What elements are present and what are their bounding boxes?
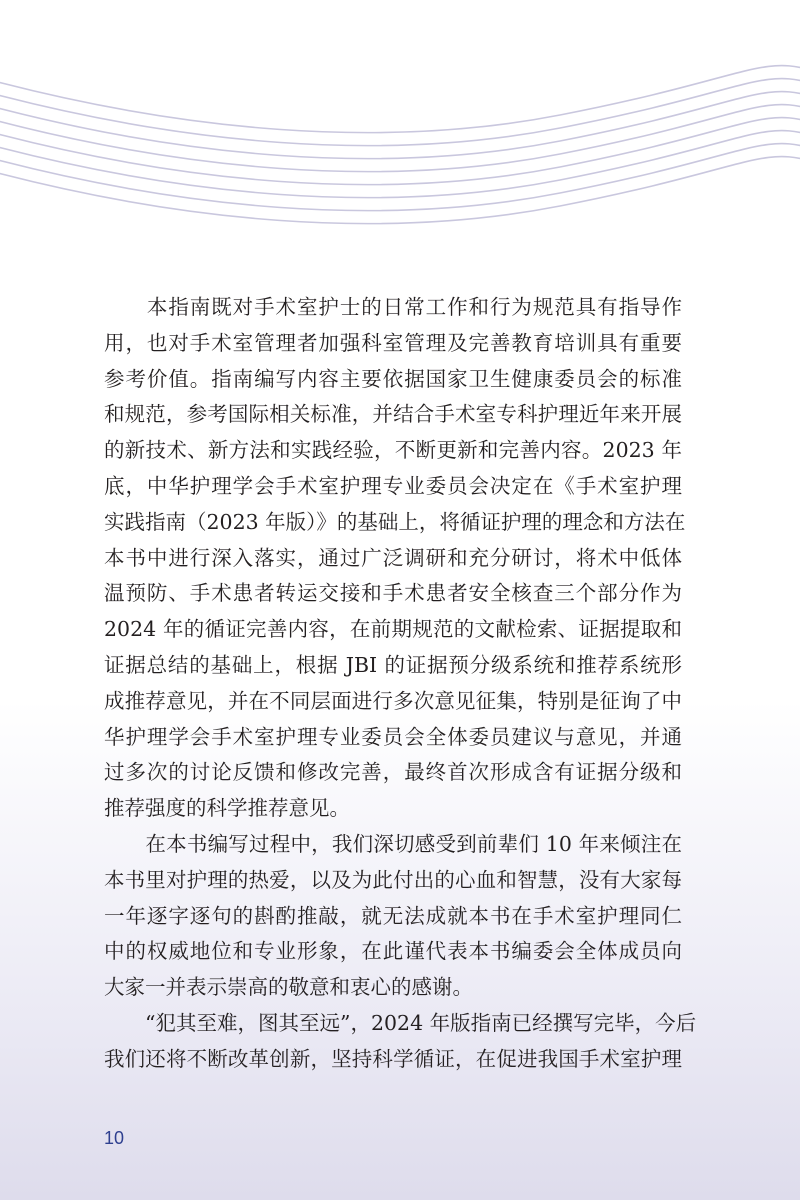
text-line: 底，中华护理学会手术室护理专业委员会决定在《手术室护理 <box>104 473 682 498</box>
text-line: 和规范，参考国际相关标准，并结合手术室专科护理近年来开展 <box>104 402 682 427</box>
text-line: 成推荐意见，并在不同层面进行多次意见征集，特别是征询了中 <box>104 688 682 713</box>
text-line: “犯其至难，图其至远”，2024 年版指南已经撰写完毕，今后 <box>104 1010 697 1035</box>
text-line: 本书里对护理的热爱，以及为此付出的心血和智慧，没有大家每 <box>104 867 682 892</box>
text-line: 用，也对手术室管理者加强科室管理及完善教育培训具有重要 <box>104 330 682 355</box>
text-line: 在本书编写过程中，我们深切感受到前辈们 10 年来倾注在 <box>104 831 682 856</box>
wave-lines-decoration <box>0 60 800 230</box>
text-line: 我们还将不断改革创新，坚持科学循证，在促进我国手术室护理 <box>104 1046 682 1071</box>
text-line: 温预防、手术患者转运交接和手术患者安全核查三个部分作为 <box>104 581 682 606</box>
text-line: 2024 年的循证完善内容，在前期规范的文献检索、证据提取和 <box>104 617 682 642</box>
text-line: 过多次的讨论反馈和修改完善，最终首次形成含有证据分级和 <box>104 760 682 785</box>
paragraph <box>104 1006 697 1078</box>
text-line: 大家一并表示崇高的敬意和衷心的感谢。 <box>104 975 473 1000</box>
body-text <box>104 290 697 1078</box>
text-line: 推荐强度的科学推荐意见。 <box>104 796 350 821</box>
text-line: 本书中进行深入落实，通过广泛调研和充分研讨，将术中低体 <box>104 545 682 570</box>
text-line: 证据总结的基础上，根据 JBI 的证据预分级系统和推荐系统形 <box>104 652 682 677</box>
text-line: 实践指南（2023 年版）》的基础上，将循证护理的理念和方法在 <box>104 509 686 534</box>
text-line: 本指南既对手术室护士的日常工作和行为规范具有指导作 <box>104 295 682 319</box>
text-line: 中的权威地位和专业形象，在此谨代表本书编委会全体成员向 <box>104 939 682 964</box>
paragraph <box>104 827 682 1006</box>
page-number: 10 <box>104 1128 125 1148</box>
text-line: 华护理学会手术室护理专业委员会全体委员建议与意见，并通 <box>104 724 682 749</box>
paragraph <box>104 290 686 827</box>
text-line: 的新技术、新方法和实践经验，不断更新和完善内容。2023 年 <box>104 438 682 463</box>
text-line: 参考价值。指南编写内容主要依据国家卫生健康委员会的标准 <box>104 366 682 391</box>
text-line: 一年逐字逐句的斟酌推敲，就无法成就本书在手术室护理同仁 <box>104 903 682 928</box>
